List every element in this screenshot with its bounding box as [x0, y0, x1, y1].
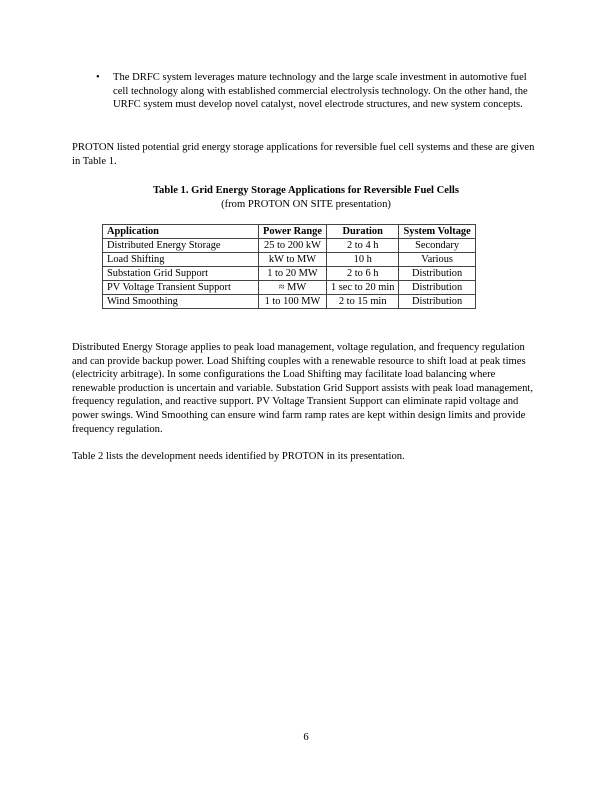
table-subtitle: (from PROTON ON SITE presentation): [221, 198, 391, 210]
cell-application: Distributed Energy Storage: [103, 239, 259, 253]
cell-application: Substation Grid Support: [103, 267, 259, 281]
cell-duration: 2 to 15 min: [326, 295, 399, 309]
grid-storage-table: [102, 224, 476, 309]
bullet-text: The DRFC system leverages mature technology and the large scale investment in automotive fuel cell technology along with established commercial electrolysis technology. On the other hand, the URFC system must develop novel catalyst, novel electrode structures, and new system concepts.: [113, 72, 528, 111]
intro-paragraph: PROTON listed potential grid energy storage applications for reversible fuel cell systems and these are given in Table 1.: [72, 142, 535, 167]
cell-system-voltage: Distribution: [399, 281, 475, 295]
cell-power-range: 25 to 200 kW: [259, 239, 327, 253]
header-system-voltage: System Voltage: [399, 225, 475, 239]
cell-system-voltage: Secondary: [399, 239, 475, 253]
cell-application: Wind Smoothing: [103, 295, 259, 309]
header-power-range: Power Range: [259, 225, 327, 239]
closing-paragraph: Table 2 lists the development needs identified by PROTON in its presentation.: [72, 451, 405, 462]
table-row: [103, 253, 476, 267]
table-header-row: [103, 225, 476, 239]
cell-power-range: ≈ MW: [259, 281, 327, 295]
table-title: Table 1. Grid Energy Storage Applications for Reversible Fuel Cells: [152, 185, 460, 196]
header-application: Application: [103, 225, 259, 239]
cell-power-range: 1 to 20 MW: [259, 267, 327, 281]
table-row: [103, 295, 476, 309]
cell-duration: 1 sec to 20 min: [326, 281, 399, 295]
cell-duration: 2 to 4 h: [326, 239, 399, 253]
table-row: [103, 239, 476, 253]
cell-application: Load Shifting: [103, 253, 259, 267]
cell-application: PV Voltage Transient Support: [103, 281, 259, 295]
bullet-marker: •: [96, 72, 100, 83]
table-row: [103, 281, 476, 295]
table-caption: [72, 184, 540, 211]
cell-duration: 2 to 6 h: [326, 267, 399, 281]
table-row: [103, 267, 476, 281]
cell-system-voltage: Various: [399, 253, 475, 267]
cell-power-range: kW to MW: [259, 253, 327, 267]
cell-system-voltage: Distribution: [399, 267, 475, 281]
cell-duration: 10 h: [326, 253, 399, 267]
cell-power-range: 1 to 100 MW: [259, 295, 327, 309]
page-number: 6: [303, 732, 309, 743]
cell-system-voltage: Distribution: [399, 295, 475, 309]
header-duration: Duration: [326, 225, 399, 239]
bullet-item: [96, 71, 533, 112]
description-paragraph: Distributed Energy Storage applies to peak load management, voltage regulation, and frequency regulation and can provide backup power. Load Shifting couples with a renewable resource to shift load at peak times (electricity arbitrage). In some configurations the Load Shifting may facilitate load balancing where renewable production is uncertain and variable. Substation Grid Support assists with peak load management, frequency regulation, and reactive support. PV Voltage Transient Support can eliminate rapid voltage and power swings. Wind Smoothing can ensure wind farm ramp rates are kept within design limits and provide frequency regulation.: [72, 342, 534, 435]
